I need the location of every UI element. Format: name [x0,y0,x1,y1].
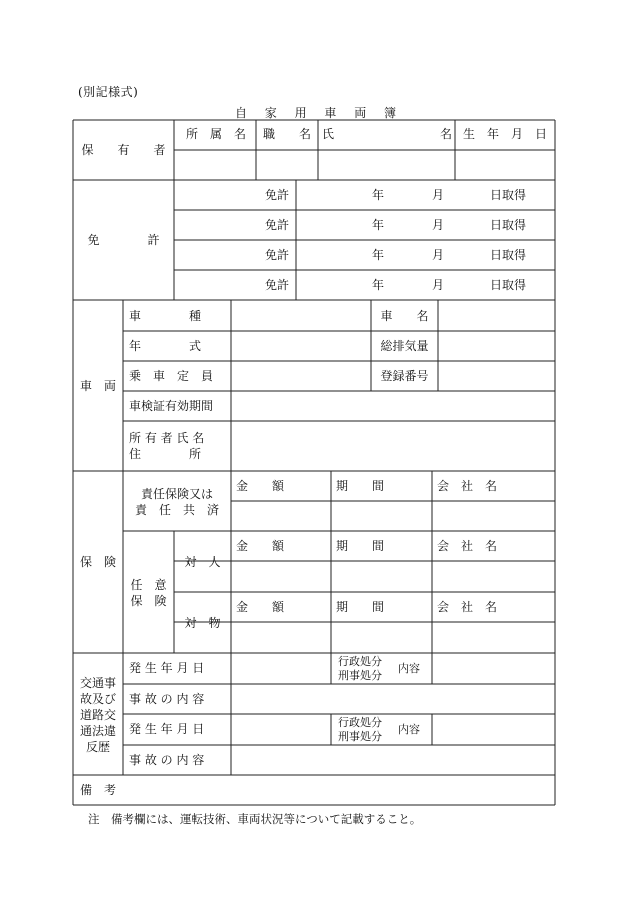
period-header: 期 間 [336,479,385,493]
name-header-first: 氏 [322,127,335,141]
license-kind: 免許 [265,188,290,202]
company-header: 会 社 名 [437,539,498,553]
model-year-label: 年 式 [129,339,202,353]
voluntary-insurance-label-2: 保 険 [130,594,167,608]
accident-section-label-2: 故及び [79,692,116,706]
bodily-injury-label: 対 人 [184,555,221,569]
occurrence-date-label: 発 生 年 月 日 [129,722,205,736]
remarks-label: 備 考 [79,783,116,797]
compulsory-insurance-label-2: 責 任 共 済 [134,503,219,517]
license-year: 年 [372,218,385,232]
accident-section-label-4: 通法違 [79,724,116,738]
amount-header: 金 額 [236,539,285,553]
license-month: 月 [432,188,445,202]
license-month: 月 [432,278,445,292]
company-header: 会 社 名 [437,600,498,614]
property-damage-label: 対 物 [184,616,221,630]
title-header: 職 名 [262,127,311,141]
vehicle-section-label: 車 両 [79,379,116,393]
form-type-label: (別記様式) [78,85,139,99]
accident-details-label: 事 故 の 内 容 [129,692,205,706]
birthdate-header: 生 年 月 日 [462,127,547,141]
license-kind: 免許 [265,248,290,262]
company-header: 会 社 名 [437,479,498,493]
accident-section-label-1: 交通事 [79,676,116,690]
amount-header: 金 額 [236,600,285,614]
insurance-section-label: 保 険 [79,555,116,569]
owner-name-label: 所 有 者 氏 名 [129,431,205,445]
license-day: 日取得 [490,248,527,262]
criminal-penalty-label: 刑事処分 [338,669,382,682]
license-month: 月 [432,248,445,262]
license-kind: 免許 [265,218,290,232]
registration-label: 登録番号 [380,369,429,383]
vehicle-name-label: 車 名 [380,309,429,323]
vehicle-type-label: 車 種 [129,309,202,323]
penalty-content-label: 内容 [398,662,420,675]
affiliation-header: 所 属 名 [185,127,246,141]
license-month: 月 [432,218,445,232]
license-year: 年 [372,188,385,202]
license-section-label: 免 許 [87,233,160,247]
license-year: 年 [372,248,385,262]
license-year: 年 [372,278,385,292]
inspection-period-label: 車検証有効期間 [129,399,214,413]
capacity-label: 乗 車 定 員 [129,369,214,383]
license-kind: 免許 [265,278,290,292]
criminal-penalty-label: 刑事処分 [338,730,382,743]
license-day: 日取得 [490,278,527,292]
license-day: 日取得 [490,218,527,232]
occurrence-date-label: 発 生 年 月 日 [129,661,205,675]
period-header: 期 間 [336,600,385,614]
form-title: 自 家 用 車 両 簿 [234,106,404,120]
admin-penalty-label: 行政処分 [338,716,382,729]
accident-section-label-3: 道路交 [79,708,116,722]
compulsory-insurance-label: 責任保険又は [140,487,213,501]
owner-section-label: 保 有 者 [81,143,166,157]
period-header: 期 間 [336,539,385,553]
owner-address-label: 住 所 [129,447,202,461]
displacement-label: 総排気量 [380,339,429,353]
footer-note: 注 備考欄には、運転技術、車両状況等について記載すること。 [88,812,422,826]
amount-header: 金 額 [236,479,285,493]
penalty-content-label: 内容 [398,723,420,736]
accident-section-label-5: 反歴 [85,740,110,754]
name-header-last: 名 [440,127,453,141]
voluntary-insurance-label: 任 意 [130,578,167,592]
admin-penalty-label: 行政処分 [338,655,382,668]
accident-details-label: 事 故 の 内 容 [129,753,205,767]
license-day: 日取得 [490,188,527,202]
